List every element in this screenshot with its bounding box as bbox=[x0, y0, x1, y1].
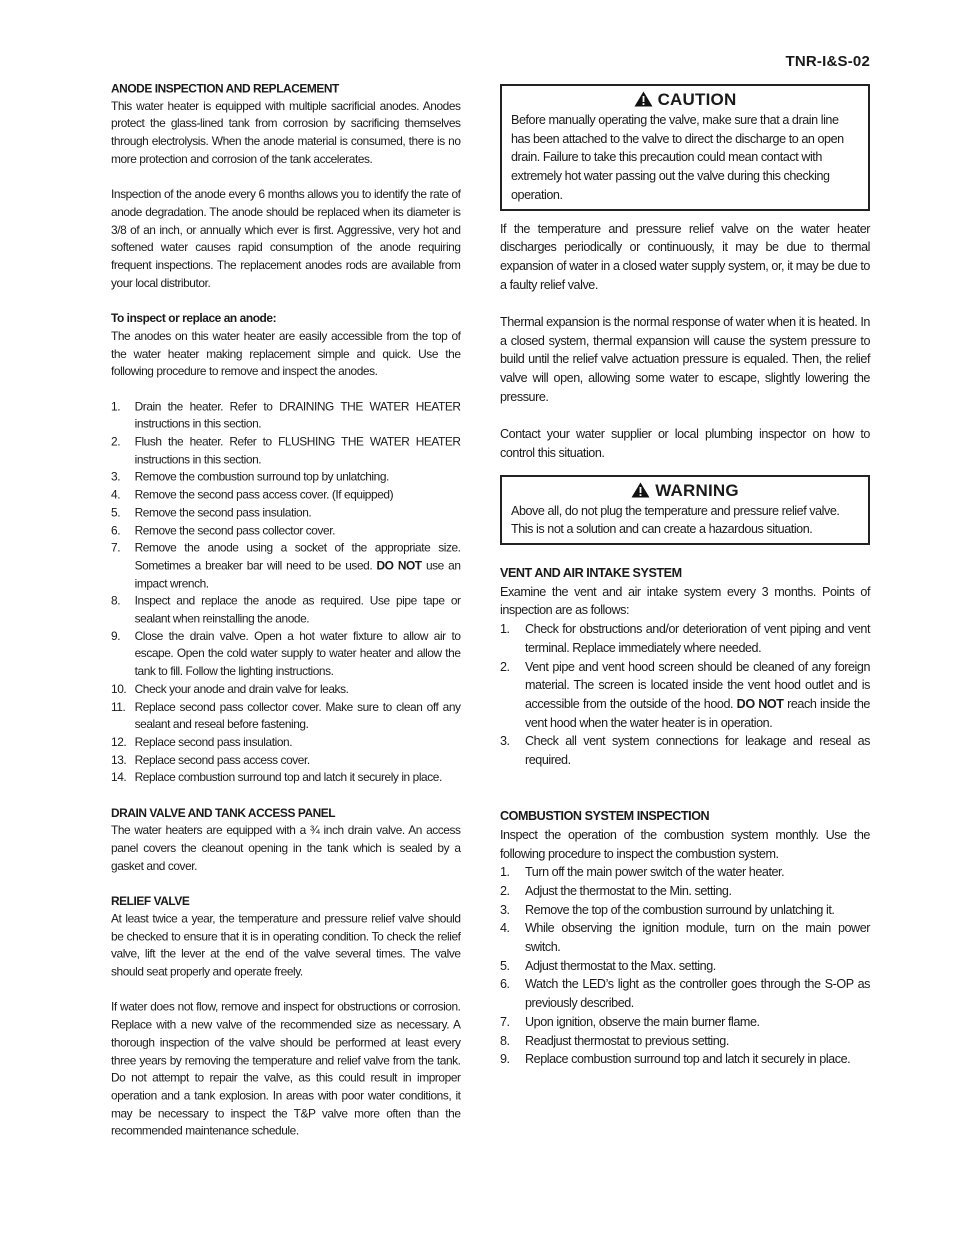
warning-box bbox=[500, 475, 870, 545]
vent-heading: VENT AND AIR INTAKE SYSTEM bbox=[500, 566, 682, 581]
list-item: 7. Upon ignition, observe the main burner flame. bbox=[500, 1014, 760, 1029]
list-item: 3. Remove the combustion surround top by unlatching. bbox=[111, 470, 389, 484]
list-item: 2. Flush the heater. Refer to FLUSHING THE WATER HEATER instructions in this section. bbox=[111, 435, 461, 467]
list-item: 8. Inspect and replace the anode as required. Use pipe tape or sealant when reinstalling the anode. bbox=[111, 594, 461, 626]
combustion-heading: COMBUSTION SYSTEM INSPECTION bbox=[500, 809, 710, 824]
list-item: 10. Check your anode and drain valve for leaks. bbox=[111, 682, 349, 696]
warning-triangle-icon bbox=[634, 91, 653, 107]
list-item: 6. Remove the second pass collector cover. bbox=[111, 523, 335, 537]
caution-title: CAUTION bbox=[511, 89, 859, 111]
relief-paragraph-1: At least twice a year, the temperature and pressure relief valve should be checked to ensure that it is in operating condition. To check the relief valve, lift the lever at the end of the valve several times. The valve should seat properly and operate freely. bbox=[111, 912, 461, 979]
warning-text: Above all, do not plug the temperature and pressure relief valve. This is not a solution and can create a hazardous situation. bbox=[511, 503, 840, 537]
list-item: 2. Adjust the thermostat to the Min. setting. bbox=[500, 883, 732, 898]
anode-subheading: To inspect or replace an anode: bbox=[111, 311, 277, 325]
list-item: 12. Replace second pass insulation. bbox=[111, 735, 293, 749]
relief-heading: RELIEF VALVE bbox=[111, 894, 190, 908]
expansion-paragraph-1: If the temperature and pressure relief valve on the water heater discharges periodically or continuously, it may be due to thermal expansion of water in a closed water supply system, or, it may be due to a faulty relief valve. bbox=[500, 221, 870, 292]
caution-box bbox=[500, 84, 870, 211]
warning-title: WARNING bbox=[511, 480, 859, 502]
right-column bbox=[500, 80, 870, 1069]
caution-text: Before manually operating the valve, make sure that a drain line has been attached to the valve to direct the discharge to an open drain. Failure to take this precaution could mean contact with extremely hot water passing out the valve during this checking operation. bbox=[511, 113, 844, 202]
anode-paragraph-2: Inspection of the anode every 6 months allows you to identify the rate of anode degradation. The anode should be replaced when its diameter is 3/8 of an inch, or annually which ever is first. Aggressive, very hot and softened water causes rapid consumption of the anode requiring frequent inspections. The replacement anodes rods are available from your local distributor. bbox=[111, 187, 461, 290]
list-item: 7. Remove the anode using a socket of the appropriate size. Sometimes a breaker bar will need to be used. DO NOT use an impact wrench. bbox=[111, 541, 461, 590]
left-column bbox=[111, 80, 461, 1140]
list-item: 5. Adjust thermostat to the Max. setting. bbox=[500, 958, 716, 973]
list-item: 2. Vent pipe and vent hood screen should be cleaned of any foreign material. The screen is located inside the vent hood outlet and is accessible from the outside of the hood. DO NOT reach inside the vent hood when the water heater is in operation. bbox=[500, 659, 870, 730]
warning-triangle-icon bbox=[631, 482, 650, 498]
anode-paragraph-1: This water heater is equipped with multiple sacrificial anodes. Anodes protect the glass-lined tank from corrosion by sacrificing themselves through electrolysis. When the anode material is consumed, there is no more protection and corrosion of the tank accelerates. bbox=[111, 99, 461, 166]
list-item: 9. Close the drain valve. Open a hot water fixture to allow air to escape. Open the cold water supply to water heater and allow the tank to fill. Follow the lighting instructions. bbox=[111, 629, 461, 679]
anode-heading: ANODE INSPECTION AND REPLACEMENT bbox=[111, 81, 339, 96]
list-item: 8. Readjust thermostat to previous setting. bbox=[500, 1033, 729, 1048]
list-item: 4. Remove the second pass access cover. (If equipped) bbox=[111, 488, 394, 502]
list-item: 13. Replace second pass access cover. bbox=[111, 753, 310, 767]
expansion-paragraph-3: Contact your water supplier or local plumbing inspector on how to control this situation. bbox=[500, 427, 870, 460]
list-item: 1. Drain the heater. Refer to DRAINING THE WATER HEATER instructions in this section. bbox=[111, 399, 461, 431]
document-id: TNR-I&S-02 bbox=[785, 53, 870, 70]
combustion-paragraph: Inspect the operation of the combustion system monthly. Use the following procedure to inspect the combustion system. bbox=[500, 827, 870, 861]
list-item: 6. Watch the LED’s light as the controller goes through the S-OP as previously described. bbox=[500, 977, 870, 1011]
anode-paragraph-3: The anodes on this water heater are easily accessible from the top of the water heater making replacement simple and quick. Use the following procedure to remove and inspect the anodes. bbox=[111, 329, 461, 378]
list-item: 4. While observing the ignition module, turn on the main power switch. bbox=[500, 921, 870, 955]
list-item: 5. Remove the second pass insulation. bbox=[111, 505, 312, 520]
drain-paragraph: The water heaters are equipped with a ¾ inch drain valve. An access panel covers the cleanout opening in the tank which is sealed by a gasket and cover. bbox=[111, 823, 461, 873]
list-item: 1. Check for obstructions and/or deterioration of vent piping and vent terminal. Replace immediately where needed. bbox=[500, 622, 870, 655]
list-item: 11. Replace second pass collector cover. Make sure to clean off any sealant and reseal before fastening. bbox=[111, 700, 461, 732]
list-item: 9. Replace combustion surround top and latch it securely in place. bbox=[500, 1052, 851, 1067]
list-item: 3. Remove the top of the combustion surround by unlatching it. bbox=[500, 902, 835, 917]
list-item: 3. Check all vent system connections for leakage and reseal as required. bbox=[500, 734, 870, 768]
vent-steps-list bbox=[500, 620, 870, 770]
drain-heading: DRAIN VALVE AND TANK ACCESS PANEL bbox=[111, 806, 336, 820]
vent-paragraph: Examine the vent and air intake system every 3 months. Points of inspection are as follows: bbox=[500, 584, 870, 618]
list-item: 14. Replace combustion surround top and latch it securely in place. bbox=[111, 770, 442, 785]
relief-paragraph-2: If water does not flow, remove and inspect for obstructions or corrosion. Replace with a new valve of the recommended size as necessary. A thorough inspection of the valve should be performed at least every three years by removing the temperature and relief valve from the tank. Do not attempt to repair the valve, as this could result in improper operation and a tank explosion. In areas with poor water conditions, it may be necessary to inspect the T&P valve more often than the recommended maintenance schedule. bbox=[111, 1000, 461, 1138]
list-item: 1. Turn off the main power switch of the water heater. bbox=[500, 865, 785, 880]
expansion-paragraph-2: Thermal expansion is the normal response of water when it is heated. In a closed system, thermal expansion will cause the system pressure to build until the relief valve actuation pressure is equaled. Then, the relief valve will open, allowing some water to escape, slightly lowering the pressure. bbox=[500, 315, 870, 404]
anode-steps-list bbox=[111, 398, 461, 787]
combustion-steps-list bbox=[500, 863, 870, 1069]
